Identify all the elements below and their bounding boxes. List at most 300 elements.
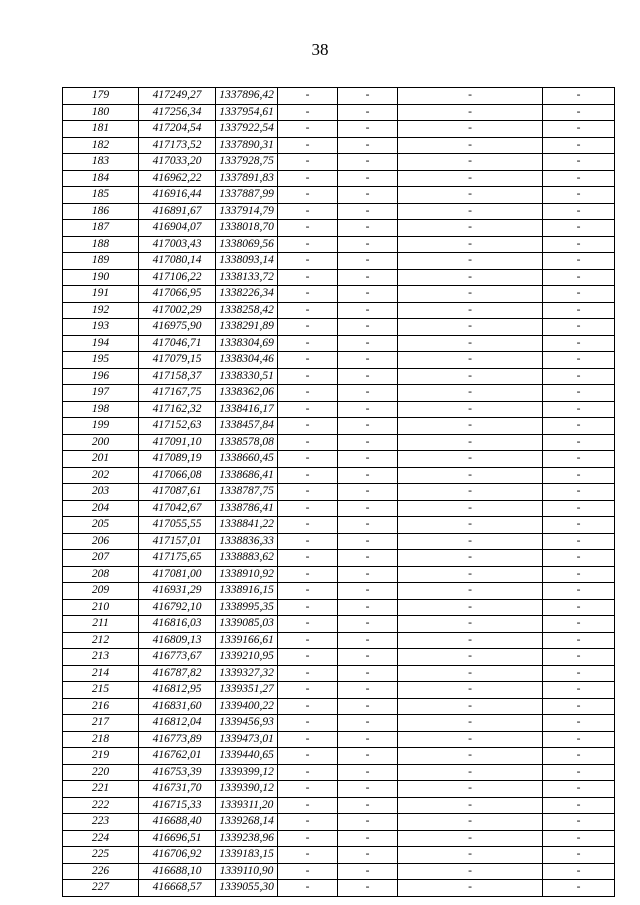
empty-value-cell: - [398,385,543,402]
empty-value-cell: - [543,583,615,600]
table-row [63,599,615,616]
empty-value-cell: - [278,599,338,616]
x-coordinate-cell: 416812,95 [139,682,216,699]
empty-value-cell: - [338,203,398,220]
empty-value-cell: - [338,385,398,402]
empty-value-cell: - [278,847,338,864]
empty-value-cell: - [398,253,543,270]
empty-value-cell: - [543,385,615,402]
table-row [63,253,615,270]
empty-value-cell: - [278,748,338,765]
empty-value-cell: - [543,649,615,666]
x-coordinate-cell: 417080,14 [139,253,216,270]
point-number-cell: 211 [63,616,139,633]
x-coordinate-cell: 416904,07 [139,220,216,237]
x-coordinate-cell: 416688,10 [139,863,216,880]
point-number-cell: 184 [63,170,139,187]
x-coordinate-cell: 416696,51 [139,830,216,847]
table-row [63,748,615,765]
empty-value-cell: - [543,368,615,385]
empty-value-cell: - [398,830,543,847]
empty-value-cell: - [338,434,398,451]
empty-value-cell: - [338,847,398,864]
empty-value-cell: - [398,616,543,633]
point-number-cell: 212 [63,632,139,649]
empty-value-cell: - [278,104,338,121]
empty-value-cell: - [398,335,543,352]
empty-value-cell: - [278,781,338,798]
x-coordinate-cell: 417157,01 [139,533,216,550]
empty-value-cell: - [278,286,338,303]
table-row [63,830,615,847]
y-coordinate-cell: 1338093,14 [216,253,278,270]
empty-value-cell: - [543,715,615,732]
empty-value-cell: - [338,170,398,187]
x-coordinate-cell: 416962,22 [139,170,216,187]
empty-value-cell: - [398,566,543,583]
y-coordinate-cell: 1337954,61 [216,104,278,121]
empty-value-cell: - [543,880,615,897]
point-number-cell: 196 [63,368,139,385]
empty-value-cell: - [398,814,543,831]
point-number-cell: 219 [63,748,139,765]
table-row [63,566,615,583]
empty-value-cell: - [543,781,615,798]
table-row [63,583,615,600]
empty-value-cell: - [543,566,615,583]
y-coordinate-cell: 1338069,56 [216,236,278,253]
table-row [63,385,615,402]
empty-value-cell: - [338,616,398,633]
point-number-cell: 208 [63,566,139,583]
point-number-cell: 207 [63,550,139,567]
empty-value-cell: - [278,715,338,732]
empty-value-cell: - [278,583,338,600]
y-coordinate-cell: 1339268,14 [216,814,278,831]
empty-value-cell: - [338,104,398,121]
table-row [63,632,615,649]
y-coordinate-cell: 1339390,12 [216,781,278,798]
empty-value-cell: - [398,187,543,204]
y-coordinate-cell: 1338841,22 [216,517,278,534]
table-row [63,467,615,484]
x-coordinate-cell: 417066,08 [139,467,216,484]
y-coordinate-cell: 1339473,01 [216,731,278,748]
point-number-cell: 188 [63,236,139,253]
table-row [63,863,615,880]
y-coordinate-cell: 1338018,70 [216,220,278,237]
empty-value-cell: - [278,434,338,451]
y-coordinate-cell: 1338291,89 [216,319,278,336]
table-row [63,170,615,187]
empty-value-cell: - [338,451,398,468]
empty-value-cell: - [338,236,398,253]
x-coordinate-cell: 417079,15 [139,352,216,369]
point-number-cell: 222 [63,797,139,814]
y-coordinate-cell: 1337928,75 [216,154,278,171]
empty-value-cell: - [398,418,543,435]
x-coordinate-cell: 417204,54 [139,121,216,138]
x-coordinate-cell: 417152,63 [139,418,216,435]
empty-value-cell: - [543,302,615,319]
y-coordinate-cell: 1339110,90 [216,863,278,880]
empty-value-cell: - [398,533,543,550]
point-number-cell: 226 [63,863,139,880]
empty-value-cell: - [278,764,338,781]
point-number-cell: 218 [63,731,139,748]
empty-value-cell: - [543,830,615,847]
empty-value-cell: - [398,220,543,237]
empty-value-cell: - [338,682,398,699]
x-coordinate-cell: 416891,67 [139,203,216,220]
empty-value-cell: - [543,418,615,435]
table-row [63,220,615,237]
empty-value-cell: - [398,665,543,682]
empty-value-cell: - [543,698,615,715]
table-row [63,434,615,451]
x-coordinate-cell: 417091,10 [139,434,216,451]
point-number-cell: 227 [63,880,139,897]
y-coordinate-cell: 1338226,34 [216,286,278,303]
empty-value-cell: - [278,682,338,699]
empty-value-cell: - [278,368,338,385]
empty-value-cell: - [338,220,398,237]
empty-value-cell: - [398,121,543,138]
empty-value-cell: - [278,863,338,880]
empty-value-cell: - [543,467,615,484]
empty-value-cell: - [398,649,543,666]
point-number-cell: 223 [63,814,139,831]
empty-value-cell: - [338,500,398,517]
empty-value-cell: - [543,434,615,451]
table-row [63,137,615,154]
x-coordinate-cell: 417055,55 [139,517,216,534]
table-row [63,418,615,435]
y-coordinate-cell: 1339183,15 [216,847,278,864]
point-number-cell: 214 [63,665,139,682]
empty-value-cell: - [398,269,543,286]
empty-value-cell: - [398,764,543,781]
y-coordinate-cell: 1339399,12 [216,764,278,781]
empty-value-cell: - [278,533,338,550]
point-number-cell: 186 [63,203,139,220]
x-coordinate-cell: 417162,32 [139,401,216,418]
x-coordinate-cell: 416773,89 [139,731,216,748]
empty-value-cell: - [278,484,338,501]
x-coordinate-cell: 416916,44 [139,187,216,204]
table-row [63,649,615,666]
point-number-cell: 192 [63,302,139,319]
empty-value-cell: - [338,401,398,418]
empty-value-cell: - [398,550,543,567]
y-coordinate-cell: 1339327,32 [216,665,278,682]
empty-value-cell: - [278,88,338,105]
empty-value-cell: - [338,137,398,154]
empty-value-cell: - [278,137,338,154]
empty-value-cell: - [398,731,543,748]
x-coordinate-cell: 416668,57 [139,880,216,897]
empty-value-cell: - [398,715,543,732]
empty-value-cell: - [543,500,615,517]
x-coordinate-cell: 417167,75 [139,385,216,402]
empty-value-cell: - [398,451,543,468]
empty-value-cell: - [398,319,543,336]
x-coordinate-cell: 416773,67 [139,649,216,666]
x-coordinate-cell: 416753,39 [139,764,216,781]
table-row [63,121,615,138]
empty-value-cell: - [278,401,338,418]
point-number-cell: 198 [63,401,139,418]
table-row [63,154,615,171]
y-coordinate-cell: 1339166,61 [216,632,278,649]
point-number-cell: 202 [63,467,139,484]
empty-value-cell: - [338,880,398,897]
table-row [63,401,615,418]
empty-value-cell: - [543,748,615,765]
y-coordinate-cell: 1338910,92 [216,566,278,583]
empty-value-cell: - [338,863,398,880]
x-coordinate-cell: 416706,92 [139,847,216,864]
table-row [63,236,615,253]
table-row [63,533,615,550]
empty-value-cell: - [338,319,398,336]
y-coordinate-cell: 1338883,62 [216,550,278,567]
empty-value-cell: - [398,847,543,864]
empty-value-cell: - [543,269,615,286]
table-row [63,517,615,534]
table-row [63,847,615,864]
empty-value-cell: - [278,830,338,847]
empty-value-cell: - [338,302,398,319]
table-row [63,269,615,286]
point-number-cell: 225 [63,847,139,864]
empty-value-cell: - [278,236,338,253]
y-coordinate-cell: 1338836,33 [216,533,278,550]
point-number-cell: 197 [63,385,139,402]
empty-value-cell: - [543,665,615,682]
empty-value-cell: - [278,731,338,748]
point-number-cell: 224 [63,830,139,847]
table-row [63,616,615,633]
table-row [63,451,615,468]
x-coordinate-cell: 417066,95 [139,286,216,303]
empty-value-cell: - [338,286,398,303]
table-row [63,352,615,369]
empty-value-cell: - [543,203,615,220]
empty-value-cell: - [338,269,398,286]
point-number-cell: 182 [63,137,139,154]
y-coordinate-cell: 1337914,79 [216,203,278,220]
empty-value-cell: - [398,170,543,187]
empty-value-cell: - [543,682,615,699]
table-row [63,104,615,121]
empty-value-cell: - [338,368,398,385]
x-coordinate-cell: 416816,03 [139,616,216,633]
x-coordinate-cell: 417046,71 [139,335,216,352]
empty-value-cell: - [278,220,338,237]
table-row [63,880,615,897]
x-coordinate-cell: 417175,65 [139,550,216,567]
empty-value-cell: - [338,517,398,534]
point-number-cell: 217 [63,715,139,732]
x-coordinate-cell: 417081,00 [139,566,216,583]
empty-value-cell: - [398,632,543,649]
x-coordinate-cell: 417042,67 [139,500,216,517]
empty-value-cell: - [338,814,398,831]
empty-value-cell: - [278,269,338,286]
point-number-cell: 179 [63,88,139,105]
empty-value-cell: - [278,698,338,715]
point-number-cell: 203 [63,484,139,501]
point-number-cell: 221 [63,781,139,798]
coordinates-table [62,87,615,897]
empty-value-cell: - [543,352,615,369]
empty-value-cell: - [543,517,615,534]
empty-value-cell: - [543,319,615,336]
x-coordinate-cell: 417173,52 [139,137,216,154]
y-coordinate-cell: 1338660,45 [216,451,278,468]
table-row [63,550,615,567]
x-coordinate-cell: 417106,22 [139,269,216,286]
empty-value-cell: - [338,599,398,616]
coordinates-table-body [63,88,615,897]
y-coordinate-cell: 1337896,42 [216,88,278,105]
empty-value-cell: - [398,154,543,171]
table-row [63,665,615,682]
point-number-cell: 180 [63,104,139,121]
empty-value-cell: - [278,203,338,220]
empty-value-cell: - [398,352,543,369]
empty-value-cell: - [278,880,338,897]
empty-value-cell: - [338,467,398,484]
empty-value-cell: - [398,302,543,319]
table-row [63,781,615,798]
x-coordinate-cell: 417033,20 [139,154,216,171]
x-coordinate-cell: 417249,27 [139,88,216,105]
point-number-cell: 199 [63,418,139,435]
empty-value-cell: - [338,748,398,765]
empty-value-cell: - [278,187,338,204]
empty-value-cell: - [543,863,615,880]
y-coordinate-cell: 1339440,65 [216,748,278,765]
y-coordinate-cell: 1338304,69 [216,335,278,352]
y-coordinate-cell: 1337887,99 [216,187,278,204]
x-coordinate-cell: 416809,13 [139,632,216,649]
x-coordinate-cell: 417087,61 [139,484,216,501]
table-row [63,286,615,303]
empty-value-cell: - [398,137,543,154]
empty-value-cell: - [278,335,338,352]
empty-value-cell: - [543,814,615,831]
x-coordinate-cell: 416792,10 [139,599,216,616]
point-number-cell: 205 [63,517,139,534]
empty-value-cell: - [338,253,398,270]
y-coordinate-cell: 1338578,08 [216,434,278,451]
y-coordinate-cell: 1339210,95 [216,649,278,666]
empty-value-cell: - [278,566,338,583]
point-number-cell: 187 [63,220,139,237]
empty-value-cell: - [278,616,338,633]
y-coordinate-cell: 1338916,15 [216,583,278,600]
empty-value-cell: - [278,121,338,138]
empty-value-cell: - [338,352,398,369]
empty-value-cell: - [278,319,338,336]
point-number-cell: 210 [63,599,139,616]
empty-value-cell: - [398,781,543,798]
empty-value-cell: - [543,797,615,814]
empty-value-cell: - [278,632,338,649]
empty-value-cell: - [398,401,543,418]
empty-value-cell: - [543,154,615,171]
point-number-cell: 195 [63,352,139,369]
empty-value-cell: - [543,632,615,649]
x-coordinate-cell: 416762,01 [139,748,216,765]
empty-value-cell: - [338,484,398,501]
empty-value-cell: - [398,368,543,385]
x-coordinate-cell: 416715,33 [139,797,216,814]
point-number-cell: 185 [63,187,139,204]
table-row [63,698,615,715]
x-coordinate-cell: 416812,04 [139,715,216,732]
y-coordinate-cell: 1339456,93 [216,715,278,732]
table-row [63,368,615,385]
empty-value-cell: - [398,500,543,517]
empty-value-cell: - [543,286,615,303]
empty-value-cell: - [338,187,398,204]
table-row [63,731,615,748]
point-number-cell: 181 [63,121,139,138]
empty-value-cell: - [398,484,543,501]
y-coordinate-cell: 1338133,72 [216,269,278,286]
empty-value-cell: - [543,731,615,748]
x-coordinate-cell: 416688,40 [139,814,216,831]
y-coordinate-cell: 1338416,17 [216,401,278,418]
empty-value-cell: - [278,517,338,534]
table-row [63,319,615,336]
y-coordinate-cell: 1339238,96 [216,830,278,847]
empty-value-cell: - [398,467,543,484]
empty-value-cell: - [338,698,398,715]
empty-value-cell: - [278,302,338,319]
y-coordinate-cell: 1339351,27 [216,682,278,699]
empty-value-cell: - [278,154,338,171]
empty-value-cell: - [543,170,615,187]
empty-value-cell: - [398,797,543,814]
empty-value-cell: - [543,220,615,237]
point-number-cell: 213 [63,649,139,666]
empty-value-cell: - [338,335,398,352]
point-number-cell: 183 [63,154,139,171]
empty-value-cell: - [338,830,398,847]
y-coordinate-cell: 1338787,75 [216,484,278,501]
empty-value-cell: - [278,797,338,814]
empty-value-cell: - [278,665,338,682]
empty-value-cell: - [398,104,543,121]
empty-value-cell: - [543,550,615,567]
point-number-cell: 191 [63,286,139,303]
empty-value-cell: - [398,286,543,303]
point-number-cell: 201 [63,451,139,468]
empty-value-cell: - [543,187,615,204]
point-number-cell: 209 [63,583,139,600]
empty-value-cell: - [278,170,338,187]
point-number-cell: 193 [63,319,139,336]
x-coordinate-cell: 416787,82 [139,665,216,682]
x-coordinate-cell: 416831,60 [139,698,216,715]
empty-value-cell: - [543,253,615,270]
y-coordinate-cell: 1338786,41 [216,500,278,517]
y-coordinate-cell: 1338686,41 [216,467,278,484]
